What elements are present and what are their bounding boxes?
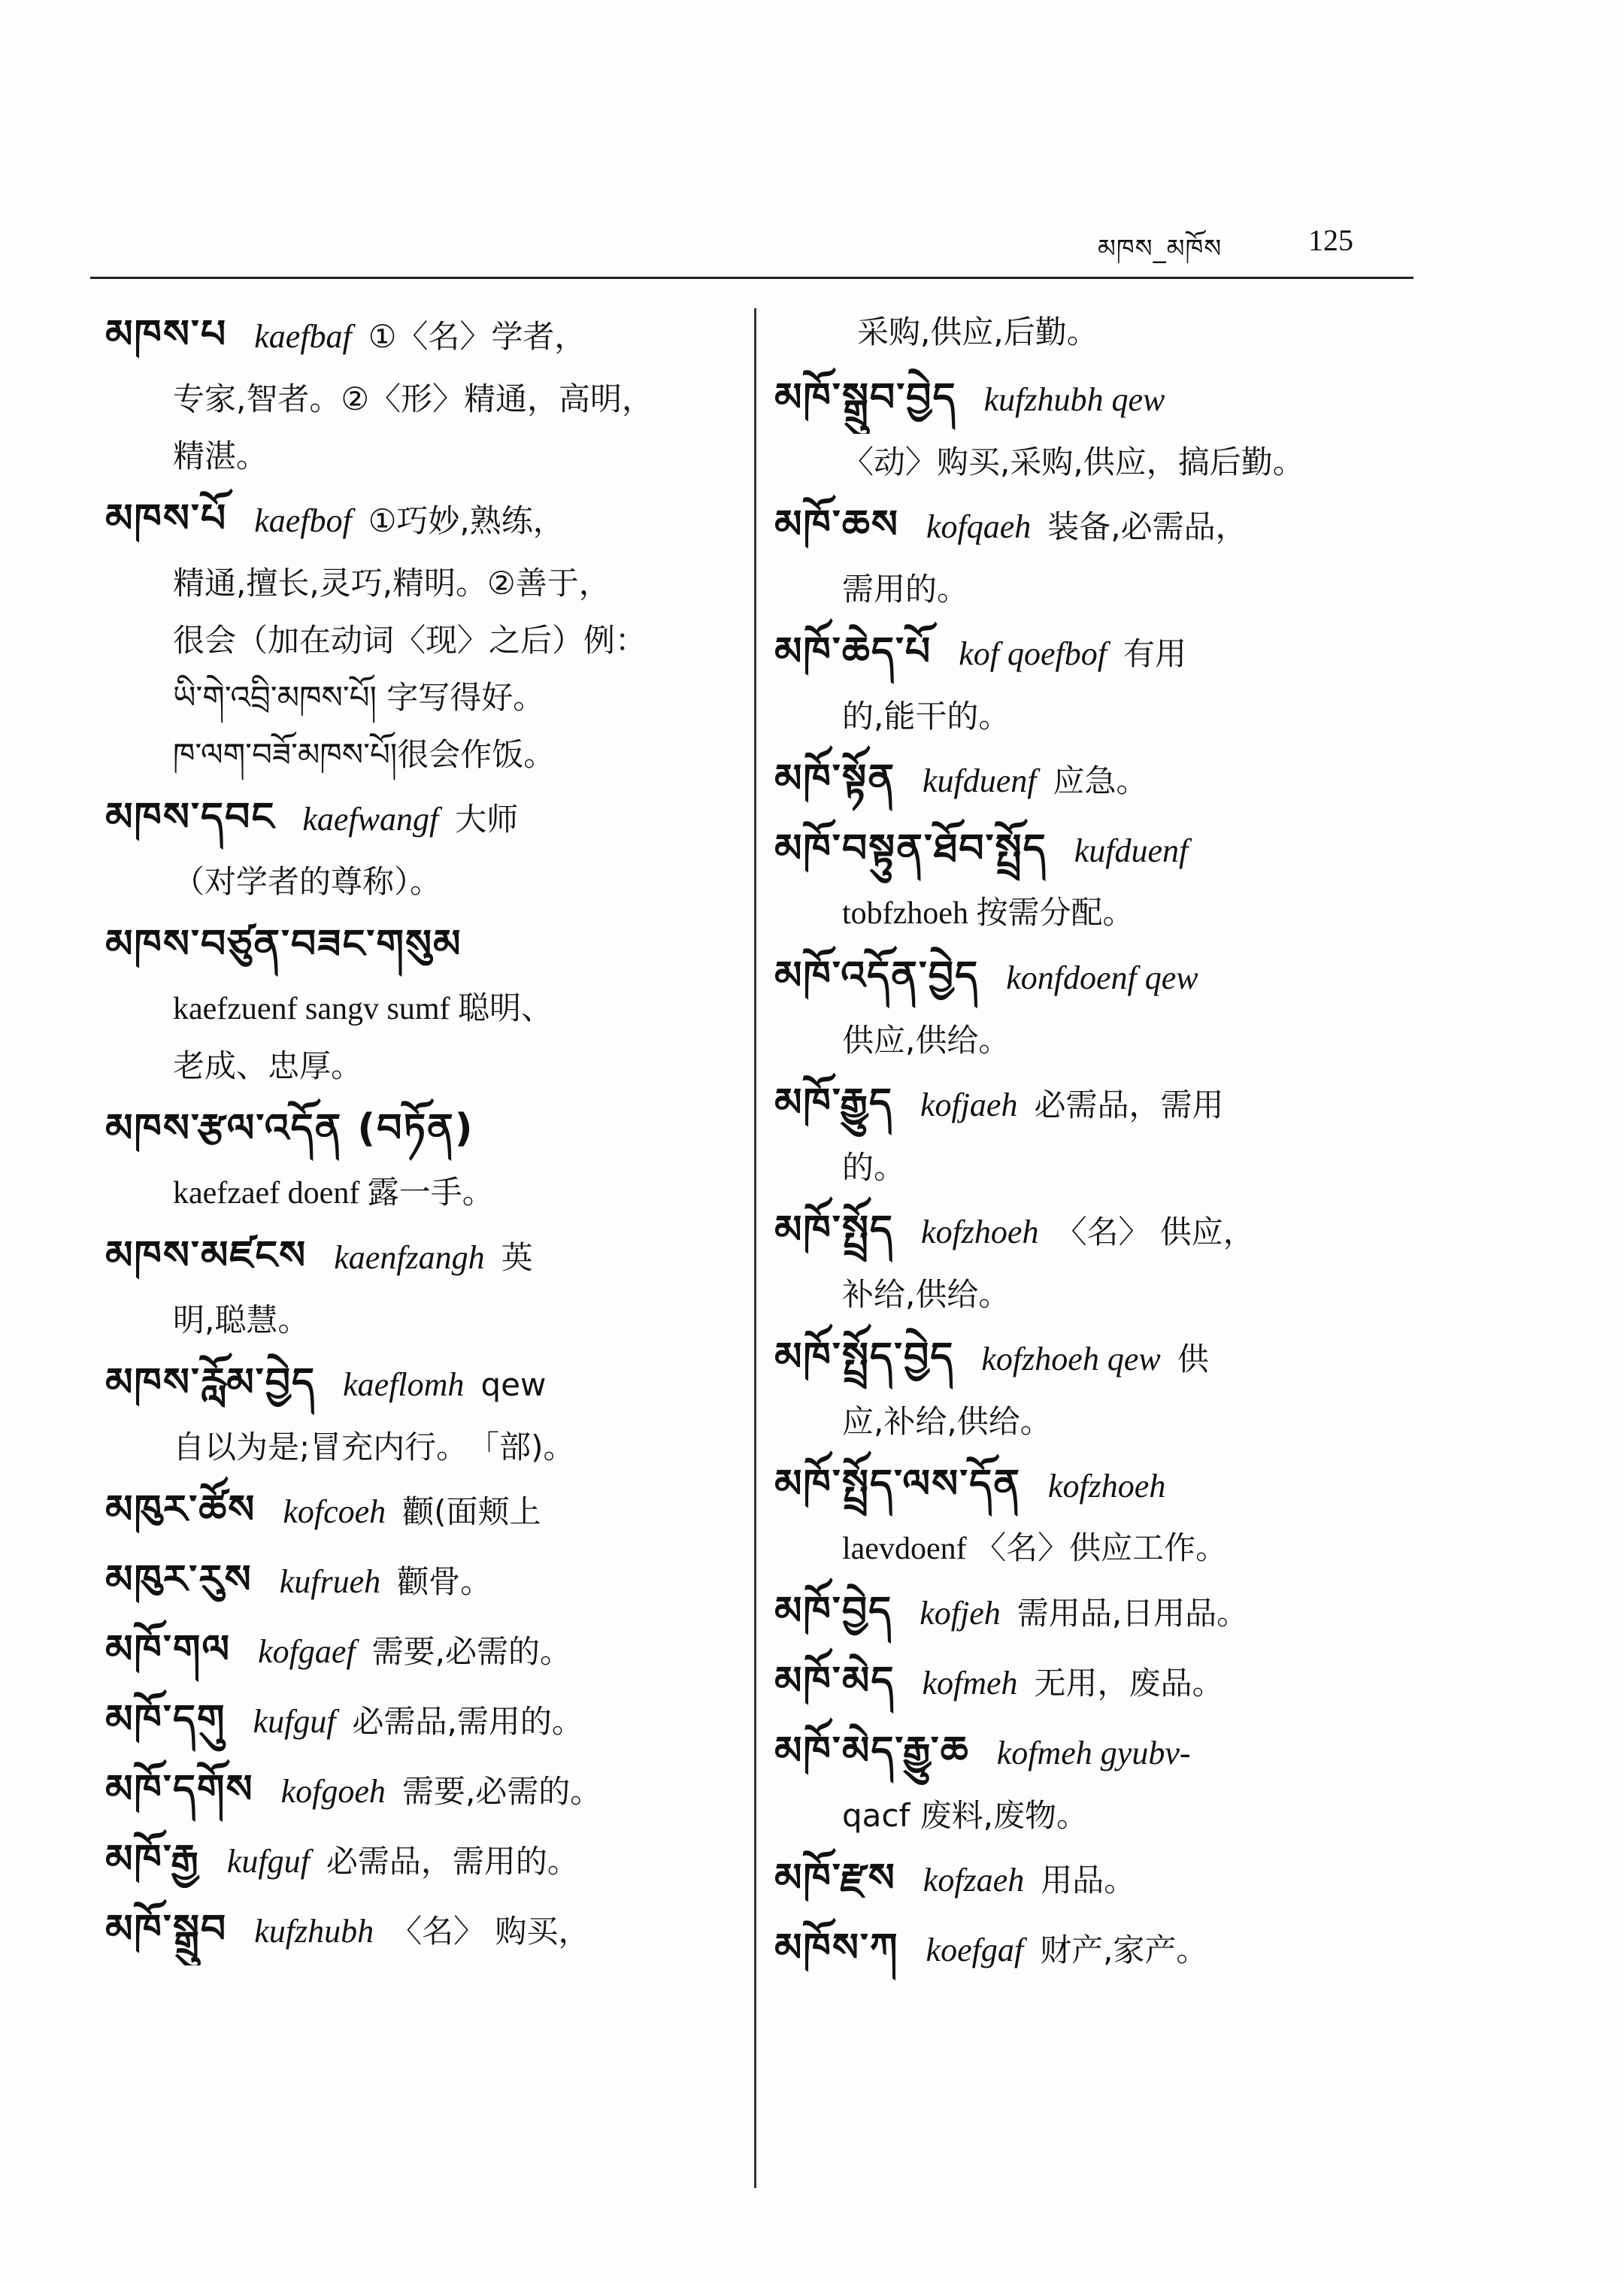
tibetan-headword: མཁོས་ཀ	[774, 1926, 899, 1971]
dictionary-entry	[774, 491, 1436, 618]
definition-continued: 的,能干的。	[842, 698, 1010, 735]
tibetan-headword: མཁོ་དགོས	[105, 1767, 254, 1812]
definition-continued: 明,聪慧。	[173, 1302, 310, 1338]
tibetan-headword: མཁོ་སྒྲུབ	[105, 1907, 228, 1952]
tibetan-headword: མཁོ་བྱེད	[774, 1589, 893, 1634]
entry-headword-line	[105, 1896, 744, 1965]
tibetan-headword: མཁས་རྩལ་འདོན (བཏོན)	[105, 1106, 474, 1151]
entry-headword-line	[105, 1546, 744, 1616]
entry-headword-line	[105, 1616, 744, 1686]
dictionary-entry	[774, 1914, 1436, 1984]
dictionary-entry	[774, 745, 1436, 815]
entry-headword-line	[774, 1844, 1436, 1914]
tibetan-headword: མཁུར་ཚོས	[105, 1487, 256, 1532]
definition: 颧骨。	[397, 1563, 492, 1600]
romanization: kofgaef	[258, 1633, 356, 1670]
definition: 英	[501, 1239, 533, 1276]
dictionary-entry	[774, 1323, 1436, 1450]
definition: 财产,家产。	[1040, 1932, 1208, 1968]
definition-continued: （对学者的尊称）。	[173, 863, 442, 900]
entry-headword-line	[105, 1349, 744, 1419]
tibetan-headword: མཁས་པ	[105, 312, 228, 357]
romanization: kufguf	[253, 1703, 336, 1740]
definition: 〈名〉 供应，	[1055, 1214, 1255, 1250]
definition-continued: 补给,供给。	[842, 1276, 1010, 1313]
romanization: kofzhoeh	[921, 1214, 1039, 1250]
tibetan-headword: མཁོ་སྤྲོད་ལས་དོན	[774, 1462, 1021, 1507]
definition-continued: ཁ་ལག་བཟོ་མཁས་པོ།很会作饭。	[173, 736, 556, 773]
header-rule	[90, 277, 1413, 279]
dictionary-entry	[105, 301, 744, 485]
dictionary-entry	[774, 815, 1436, 942]
definition-continued: 〈动〉购买,采购,供应，搞后勤。	[842, 444, 1304, 480]
entry-headword-line	[105, 911, 744, 980]
romanization: kaenfzangh	[334, 1239, 485, 1276]
definition: 需要,必需的。	[401, 1773, 602, 1810]
tibetan-headword: མཁོ་སྒྲུབ་བྱེད	[774, 375, 957, 420]
tibetan-headword: མཁོ་སྟོན	[774, 756, 896, 802]
dictionary-entry	[105, 911, 744, 1095]
entry-headword-line	[105, 1095, 744, 1165]
entry-headword-line	[774, 1914, 1436, 1984]
definition-continued: 的。	[842, 1149, 906, 1186]
definition: 应急。	[1053, 762, 1148, 799]
tibetan-headword: མཁོ་རྒྱ	[105, 1837, 200, 1882]
entry-headword-line	[774, 1450, 1436, 1520]
romanization: kaeflomh	[343, 1366, 465, 1403]
romanization: kufduenf	[1074, 832, 1189, 869]
dictionary-entry	[105, 1756, 744, 1826]
dictionary-entry	[105, 485, 744, 783]
romanization-continued: kaefzaef doenf 露一手。	[173, 1176, 494, 1211]
romanization: kofqaeh	[926, 508, 1032, 545]
definition: 需要,必需的。	[371, 1633, 572, 1670]
tibetan-headword: མཁོ་གལ	[105, 1627, 232, 1672]
definition: 必需品，需用	[1034, 1086, 1224, 1123]
romanization-continued: laevdoenf 〈名〉供应工作。	[842, 1532, 1228, 1566]
dictionary-entry	[105, 1546, 744, 1616]
romanization-continued: tobfzhoeh 按需分配。	[842, 896, 1135, 931]
tibetan-headword: མཁོ་འདོན་བྱེད	[774, 953, 980, 999]
dictionary-entry	[105, 1349, 744, 1476]
definition: 必需品，需用的。	[326, 1843, 579, 1880]
entry-headword-line	[105, 783, 744, 853]
definition: 大师	[455, 801, 519, 838]
entry-headword-line	[105, 1686, 744, 1756]
definition: 无用，废品。	[1034, 1665, 1224, 1702]
definition-continued: 精湛。	[173, 438, 268, 474]
definition: qew	[480, 1366, 547, 1403]
carryover-definition: 采购,供应,后勤。	[857, 314, 1098, 350]
romanization: kofmeh gyubv-	[996, 1735, 1191, 1771]
tibetan-headword: མཁས་བཙུན་བཟང་གསུམ	[105, 922, 462, 967]
dictionary-entry	[105, 783, 744, 911]
tibetan-headword: མཁོ་རྫས	[774, 1856, 896, 1901]
definition-continued: 供应,供给。	[842, 1022, 1010, 1059]
dictionary-entry	[774, 1196, 1436, 1323]
dictionary-entry	[105, 1686, 744, 1756]
dictionary-entry	[774, 1450, 1436, 1577]
dictionary-entry	[774, 364, 1436, 491]
tibetan-headword: མཁས་པོ	[105, 496, 228, 541]
definition: 装备,必需品，	[1047, 508, 1247, 545]
definition-continued: qacf 废料,废物。	[842, 1797, 1088, 1834]
entry-headword-line	[105, 301, 744, 371]
romanization: kaefbaf	[254, 318, 352, 355]
romanization: kaefwangf	[302, 801, 439, 838]
entry-headword-line	[774, 745, 1436, 815]
dictionary-entry	[774, 618, 1436, 745]
definition: 用品。	[1041, 1862, 1136, 1899]
entry-headword-line	[774, 618, 1436, 688]
romanization: kofgoeh	[280, 1773, 386, 1810]
tibetan-headword: མཁོ་སྤྲོད	[774, 1208, 895, 1253]
tibetan-headword: མཁས་རློམ་བྱེད	[105, 1360, 317, 1405]
romanization-continued: kaefzuenf sangv sumf 聪明、	[173, 992, 553, 1026]
entry-headword-line	[105, 1222, 744, 1292]
romanization: kof qoefbof	[959, 635, 1107, 672]
definition-continued: 老成、忠厚。	[173, 1047, 363, 1084]
entry-headword-line	[774, 942, 1436, 1012]
dictionary-entry	[774, 1717, 1436, 1844]
entry-headword-line	[105, 1826, 744, 1896]
entry-headword-line	[774, 815, 1436, 885]
entry-headword-line	[774, 1196, 1436, 1266]
left-column	[105, 301, 744, 1965]
tibetan-headword: མཁོ་མེད	[774, 1659, 895, 1704]
romanization: kofjaeh	[920, 1086, 1018, 1123]
entry-headword-line	[774, 1069, 1436, 1139]
column-divider	[754, 308, 756, 2188]
romanization: konfdoenf qew	[1006, 959, 1198, 996]
dictionary-entry	[105, 1476, 744, 1546]
entry-headword-line	[105, 1476, 744, 1546]
entry-headword-line	[774, 491, 1436, 561]
dictionary-entry	[105, 1222, 744, 1349]
definition: 供	[1177, 1341, 1209, 1377]
dictionary-entry	[774, 1844, 1436, 1914]
dictionary-entry	[774, 1647, 1436, 1717]
right-column	[774, 301, 1436, 1984]
tibetan-headword: མཁོ་སྤྲོད་བྱེད	[774, 1335, 955, 1380]
definition: 〈名〉 购买，	[390, 1913, 590, 1950]
dictionary-entry	[105, 1616, 744, 1686]
entry-headword-line	[774, 364, 1436, 434]
tibetan-headword: མཁོ་མེད་རྒྱུ་ཆ	[774, 1729, 970, 1774]
tibetan-headword: མཁས་དབང	[105, 795, 276, 840]
dictionary-entry	[774, 1577, 1436, 1647]
romanization: kofcoeh	[283, 1493, 386, 1530]
tibetan-headword: མཁོ་ཆེད་པོ	[774, 629, 932, 674]
entry-headword-line	[105, 485, 744, 555]
romanization: koefgaf	[926, 1932, 1024, 1968]
romanization: kufduenf	[923, 762, 1037, 799]
entry-headword-line	[774, 1717, 1436, 1787]
romanization: kofzhoeh qew	[981, 1341, 1161, 1377]
romanization: kofzaeh	[923, 1862, 1025, 1899]
definition: 有用	[1123, 635, 1186, 672]
romanization: kofmeh	[922, 1665, 1018, 1702]
romanization: kufrueh	[279, 1563, 381, 1600]
definition-continued: 应,补给,供给。	[842, 1403, 1052, 1440]
tibetan-headword: མཁོ་རྒྱུད	[774, 1080, 893, 1126]
romanization: kofjeh	[920, 1595, 1001, 1632]
tibetan-headword: མཁོ་བསྟུན་ཐོབ་སྤྲོད	[774, 826, 1047, 871]
entry-headword-line	[774, 1577, 1436, 1647]
definition: ①巧妙,熟练，	[368, 502, 565, 539]
definition: 必需品,需用的。	[352, 1703, 583, 1740]
dictionary-entry	[774, 1069, 1436, 1196]
definition: 需用品,日用品。	[1017, 1595, 1249, 1632]
entry-headword-line	[774, 1647, 1436, 1717]
entry-headword-line	[774, 1323, 1436, 1393]
dictionary-entry	[774, 942, 1436, 1069]
definition-continued: 自以为是;冒充内行。 「部)。	[173, 1429, 575, 1465]
dictionary-entry	[105, 1826, 744, 1896]
romanization: kofzhoeh	[1047, 1468, 1166, 1505]
dictionary-entry	[105, 1896, 744, 1965]
definition-continued: ཡི་གེ་འབྲི་མཁས་པོ། 字写得好。	[173, 679, 545, 716]
romanization: kufzhubh	[254, 1913, 374, 1950]
definition-continued: 精通,擅长,灵巧,精明。②善于，	[173, 565, 611, 602]
romanization: kufzhubh qew	[983, 381, 1165, 418]
dictionary-entry	[105, 1095, 744, 1222]
definition-continued: 很会（加在动词〈现〉之后）例：	[173, 622, 647, 659]
definition-continued: 专家,智者。②〈形〉精通，高明，	[173, 380, 654, 417]
romanization: kaefbof	[254, 502, 352, 539]
tibetan-headword: མཁུར་རུས	[105, 1557, 253, 1602]
tibetan-headword: མཁས་མཛངས	[105, 1233, 308, 1278]
definition-continued: 需用的。	[842, 571, 969, 608]
page-number: 125	[1308, 223, 1353, 257]
definition: 颧(面颊上	[402, 1493, 541, 1530]
running-header: མཁས_མཁོས	[1098, 234, 1223, 264]
entry-headword-line	[105, 1756, 744, 1826]
tibetan-headword: མཁོ་དགུ	[105, 1697, 226, 1742]
tibetan-headword: མཁོ་ཆས	[774, 502, 899, 547]
definition: ①〈名〉学者，	[368, 318, 586, 355]
romanization: kufguf	[226, 1843, 310, 1880]
